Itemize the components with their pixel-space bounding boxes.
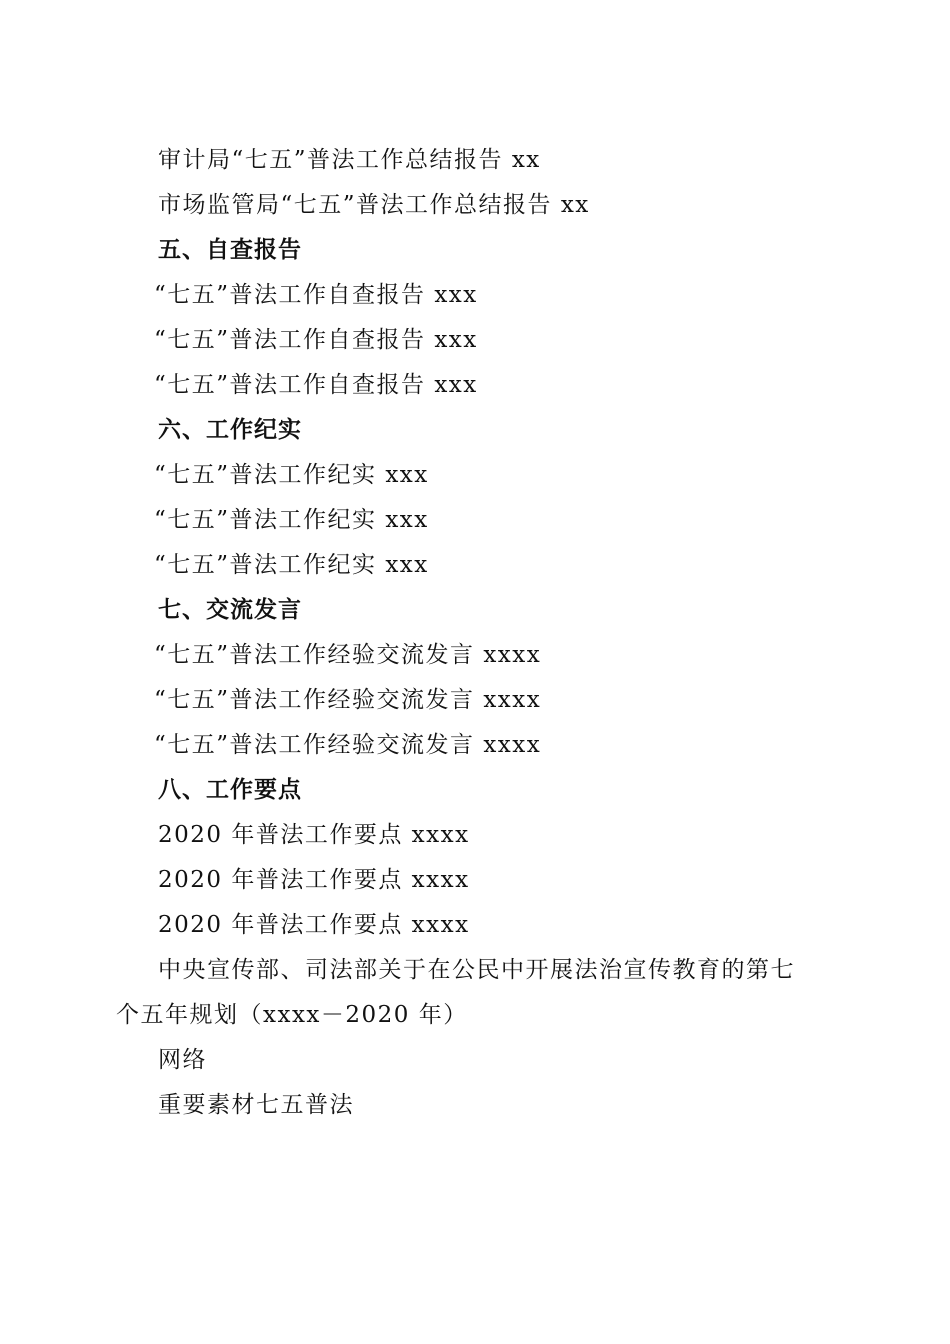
document-body bbox=[116, 138, 836, 1128]
list-item-wrapped-continuation: 个五年规划（xxxx－2020 年） bbox=[116, 1002, 468, 1028]
list-item: 市场监管局“七五”普法工作总结报告 xx bbox=[158, 192, 590, 218]
list-item-wrapped-first: 中央宣传部、司法部关于在公民中开展法治宣传教育的第七 bbox=[158, 957, 795, 983]
list-item: “七五”普法工作经验交流发言 xxxx bbox=[154, 642, 542, 668]
list-item: 2020 年普法工作要点 xxxx bbox=[158, 822, 470, 848]
list-item: “七五”普法工作纪实 xxx bbox=[154, 552, 429, 578]
list-item: “七五”普法工作自查报告 xxx bbox=[154, 327, 478, 353]
section-heading-work-record: 六、工作纪实 bbox=[158, 417, 302, 443]
list-item: “七五”普法工作纪实 xxx bbox=[154, 462, 429, 488]
list-item: “七五”普法工作自查报告 xxx bbox=[154, 372, 478, 398]
list-item: “七五”普法工作经验交流发言 xxxx bbox=[154, 732, 542, 758]
section-heading-work-points: 八、工作要点 bbox=[158, 777, 302, 803]
list-item: 网络 bbox=[158, 1047, 207, 1073]
list-item: “七五”普法工作自查报告 xxx bbox=[154, 282, 478, 308]
list-item: “七五”普法工作经验交流发言 xxxx bbox=[154, 687, 542, 713]
list-item: 2020 年普法工作要点 xxxx bbox=[158, 912, 470, 938]
list-item: 重要素材七五普法 bbox=[158, 1092, 354, 1118]
section-heading-self-inspection: 五、自查报告 bbox=[158, 237, 302, 263]
section-heading-exchange-speech: 七、交流发言 bbox=[158, 597, 302, 623]
list-item: “七五”普法工作纪实 xxx bbox=[154, 507, 429, 533]
list-item: 2020 年普法工作要点 xxxx bbox=[158, 867, 470, 893]
list-item: 审计局“七五”普法工作总结报告 xx bbox=[158, 147, 541, 173]
